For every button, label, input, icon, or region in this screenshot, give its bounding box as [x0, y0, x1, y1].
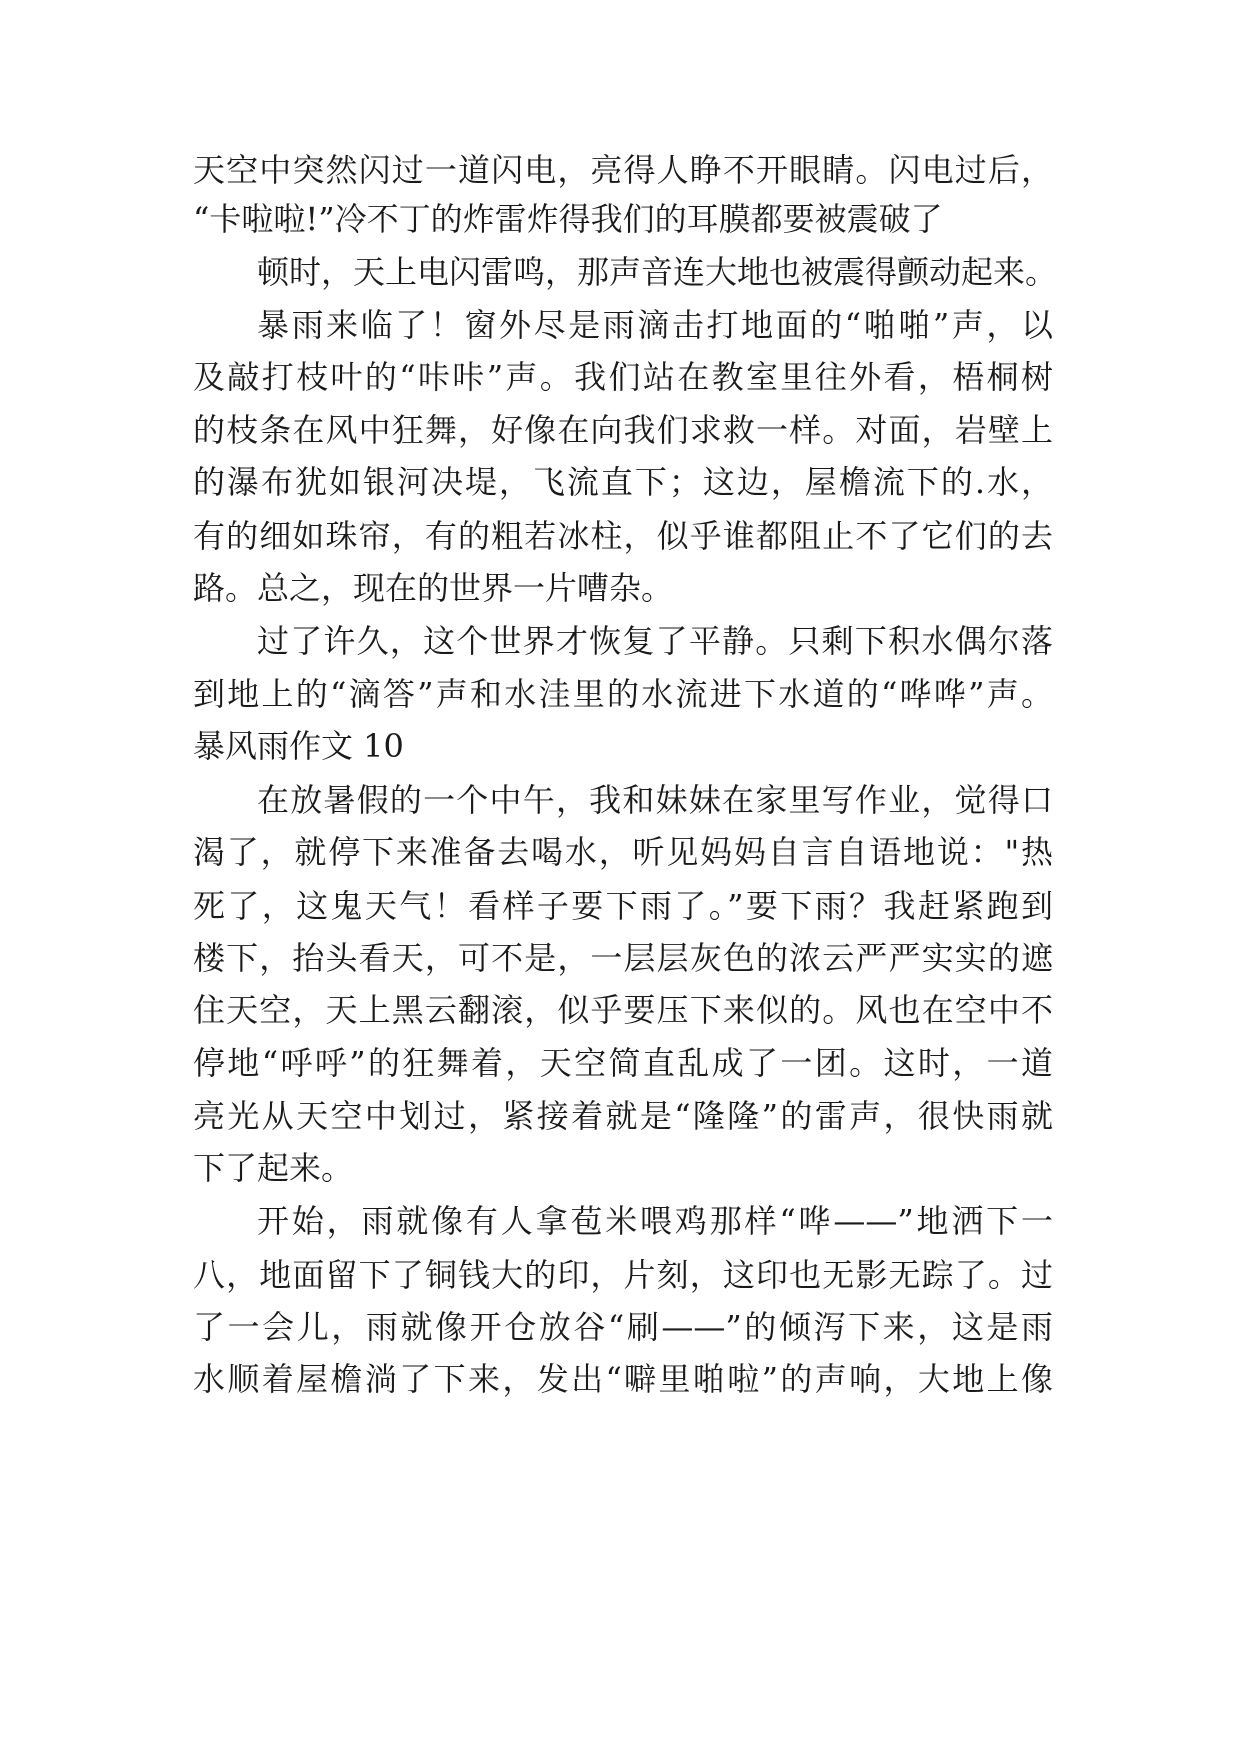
text-line: 暴雨来临了！窗外尽是雨滴击打地面的“啪啪”声，以: [257, 306, 1053, 344]
text-line: 亮光从天空中划过，紧接着就是“隆隆”的雷声，很快雨就: [193, 1097, 1053, 1135]
text-line: 渴了，就停下来准备去喝水，听见妈妈自言自语地说："热: [193, 833, 1053, 871]
text-line: 楼下，抬头看天，可不是，一层层灰色的浓云严严实实的遮: [193, 939, 1053, 977]
text-line: 过了许久，这个世界才恢复了平静。只剩下积水偶尔落: [257, 622, 1053, 660]
text-line: 有的细如珠帘，有的粗若冰柱，似乎谁都阻止不了它们的去: [193, 517, 1053, 555]
text-line: 及敲打枝叶的“咔咔”声。我们站在教室里往外看，梧桐树: [193, 358, 1053, 396]
text-line: 开始，雨就像有人拿苞米喂鸡那样“哗——”地洒下一: [257, 1202, 1053, 1240]
text-line: 天空中突然闪过一道闪电，亮得人睁不开眼睛。闪电过后，: [193, 151, 1053, 189]
text-line: 顿时，天上电闪雷鸣，那声音连大地也被震得颤动起来。: [257, 253, 1058, 291]
text-line: 住天空，天上黑云翻滚，似乎要压下来似的。风也在空中不: [193, 991, 1053, 1029]
text-line: 死了，这鬼天气！看样子要下雨了。”要下雨？我赶紧跑到: [193, 887, 1053, 925]
text-line: 水顺着屋檐淌了下来，发出“噼里啪啦”的声响，大地上像: [193, 1360, 1053, 1398]
text-line: 的枝条在风中狂舞，好像在向我们求救一样。对面，岩壁上: [193, 411, 1053, 449]
text-line: “卡啦啦!”冷不丁的炸雷炸得我们的耳膜都要被震破了: [193, 200, 943, 238]
text-line: 到地上的“滴答”声和水洼里的水流进下水道的“哗哗”声。: [193, 675, 1053, 713]
text-line: 停地“呼呼”的狂舞着，天空简直乱成了一团。这时，一道: [193, 1044, 1053, 1082]
text-line: 在放暑假的一个中午，我和妹妹在家里写作业，觉得口: [257, 781, 1053, 819]
section-heading: 暴风雨作文 10: [193, 727, 404, 765]
text-line: 下了起来。: [193, 1149, 354, 1187]
text-line: 八，地面留下了铜钱大的印，片刻，这印也无影无踪了。过: [193, 1256, 1053, 1294]
text-line: 了一会儿，雨就像开仓放谷“刷——”的倾泻下来，这是雨: [193, 1308, 1053, 1346]
text-line: 路。总之，现在的世界一片嘈杂。: [193, 569, 674, 607]
text-line: 的瀑布犹如银河决堤，飞流直下；这边，屋檐流下的.水，: [193, 463, 1053, 501]
